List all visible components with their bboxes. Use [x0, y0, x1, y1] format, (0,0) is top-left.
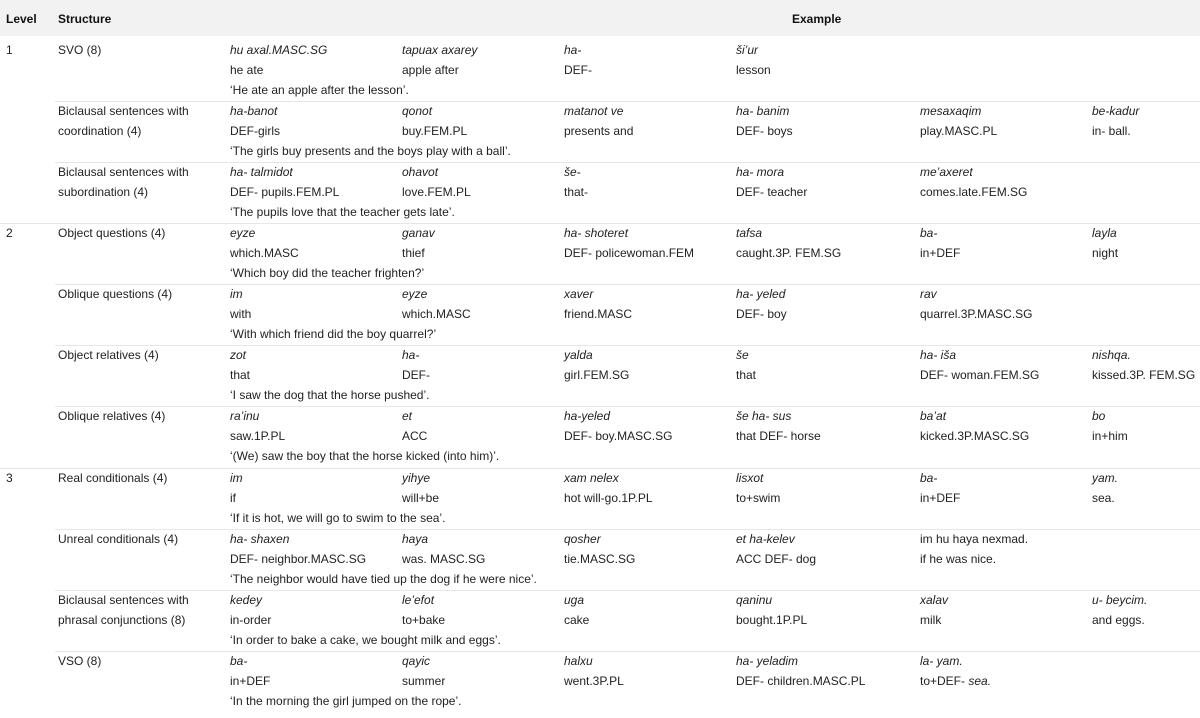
gloss-cell: DEF-: [402, 368, 430, 382]
structure-cell: [58, 651, 101, 671]
word-cell: ha-yeled: [564, 409, 611, 423]
gloss-cell: ACC: [402, 429, 428, 443]
word-cell: ši’ur: [736, 43, 759, 57]
gloss-cell: DEF- pupils.FEM.PL: [230, 185, 340, 199]
word-cell: še-: [564, 165, 581, 179]
gloss-cell: with: [230, 307, 252, 321]
word-cell: kedey: [230, 593, 263, 607]
gloss-cell: presents and: [564, 124, 634, 138]
word-cell: yalda: [564, 348, 593, 362]
word-cell: ha- yeled: [736, 287, 786, 301]
gloss-cell: love.FEM.PL: [402, 185, 471, 199]
word-cell: ha- mora: [736, 165, 785, 179]
gloss-cell: to+DEF- sea.: [920, 674, 992, 688]
row-divider: [55, 345, 1200, 346]
structure-line: Real conditionals (4): [58, 471, 168, 485]
row-divider: [55, 651, 1200, 652]
gloss-cell: lesson: [736, 63, 771, 77]
gloss-cell: summer: [402, 674, 446, 688]
structure-line: Object relatives (4): [58, 348, 159, 362]
structure-cell: [58, 223, 165, 243]
structure-line: Biclausal sentences with: [58, 593, 189, 607]
gloss-cell: ACC DEF- dog: [736, 552, 817, 566]
word-cell: ha- shoteret: [564, 226, 629, 240]
gloss-cell: cake: [564, 613, 590, 627]
word-cell: u- beycim.: [1092, 593, 1148, 607]
gloss-cell: that: [736, 368, 757, 382]
structure-line: SVO (8): [58, 43, 102, 57]
gloss-cell: and eggs.: [1092, 613, 1145, 627]
word-cell: uga: [564, 593, 585, 607]
word-cell: et: [402, 409, 413, 423]
word-cell: tapuax axarey: [402, 43, 478, 57]
word-cell: im: [230, 471, 243, 485]
word-cell: tafsa: [736, 226, 763, 240]
word-cell: im hu haya nexmad.: [920, 532, 1029, 546]
word-cell: xam nelex: [564, 471, 619, 485]
word-cell: lisxot: [736, 471, 764, 485]
word-cell: qosher: [564, 532, 601, 546]
structure-line: Oblique questions (4): [58, 287, 173, 301]
translation-cell: ‘With which friend did the boy quarrel?’: [230, 327, 437, 341]
word-cell: ra’inu: [230, 409, 260, 423]
gloss-cell: DEF- boy: [736, 307, 787, 321]
structure-line: Object questions (4): [58, 226, 166, 240]
gloss-cell: that-: [564, 185, 589, 199]
header-level: Level: [6, 12, 37, 26]
row-divider: [55, 590, 1200, 591]
row-divider: [0, 468, 1200, 469]
word-cell: ha-: [402, 348, 420, 362]
translation-cell: ‘He ate an apple after the lesson’.: [230, 83, 409, 97]
gloss-cell: comes.late.FEM.SG: [920, 185, 1028, 199]
gloss-cell: went.3P.PL: [564, 674, 624, 688]
gloss-cell: play.MASC.PL: [920, 124, 998, 138]
gloss-cell: night: [1092, 246, 1119, 260]
structure-cell: [58, 406, 165, 426]
gloss-cell: DEF-: [564, 63, 592, 77]
word-cell: ha- talmidot: [230, 165, 293, 179]
gloss-cell: quarrel.3P.MASC.SG: [920, 307, 1033, 321]
gloss-cell: girl.FEM.SG: [564, 368, 630, 382]
word-cell: rav: [920, 287, 937, 301]
gloss-italic-tail: sea.: [968, 674, 992, 688]
gloss-cell: in+him: [1092, 429, 1128, 443]
gloss-cell: that DEF- horse: [736, 429, 821, 443]
gloss-cell: if: [230, 491, 236, 505]
translation-cell: ‘In the morning the girl jumped on the rope’.: [230, 694, 462, 708]
gloss-cell: DEF- woman.FEM.SG: [920, 368, 1040, 382]
word-cell: ha- yeladim: [736, 654, 799, 668]
translation-cell: ‘In order to bake a cake, we bought milk and eggs’.: [230, 633, 501, 647]
word-cell: xaver: [564, 287, 594, 301]
structure-line: subordination (4): [58, 185, 149, 199]
structure-cell: [58, 590, 189, 630]
gloss-cell: he ate: [230, 63, 264, 77]
translation-cell: ‘(We) saw the boy that the horse kicked (into him)’.: [230, 449, 500, 463]
gloss-cell: in+DEF: [920, 246, 961, 260]
gloss-cell: kicked.3P.MASC.SG: [920, 429, 1030, 443]
word-cell: halxu: [564, 654, 593, 668]
gloss-cell: friend.MASC: [564, 307, 633, 321]
gloss-cell: in+DEF: [920, 491, 961, 505]
gloss-cell: DEF- teacher: [736, 185, 808, 199]
row-divider: [55, 529, 1200, 530]
structure-cell: [58, 345, 159, 365]
gloss-cell: kissed.3P. FEM.SG: [1092, 368, 1196, 382]
word-cell: qonot: [402, 104, 433, 118]
word-cell: ba’at: [920, 409, 947, 423]
translation-cell: ‘I saw the dog that the horse pushed’.: [230, 388, 430, 402]
word-cell: še: [736, 348, 749, 362]
gloss-cell: sea.: [1092, 491, 1115, 505]
word-cell: qaninu: [736, 593, 773, 607]
word-cell: ohavot: [402, 165, 439, 179]
structure-cell: [58, 162, 189, 202]
table-header: [0, 0, 1200, 36]
gloss-cell: DEF-girls: [230, 124, 280, 138]
word-cell: eyze: [402, 287, 428, 301]
word-cell: eyze: [230, 226, 256, 240]
row-divider: [0, 223, 1200, 224]
word-cell: me’axeret: [920, 165, 973, 179]
word-cell: yam.: [1092, 471, 1119, 485]
structure-cell: [58, 468, 167, 488]
word-cell: be-kadur: [1092, 104, 1140, 118]
gloss-cell: thief: [402, 246, 425, 260]
gloss-cell: milk: [920, 613, 942, 627]
word-cell: ha-: [564, 43, 582, 57]
gloss-cell: bought.1P.PL: [736, 613, 808, 627]
word-cell: matanot ve: [564, 104, 624, 118]
gloss-cell: DEF- neighbor.MASC.SG: [230, 552, 367, 566]
word-cell: nishqa.: [1092, 348, 1131, 362]
structure-line: coordination (4): [58, 124, 142, 138]
gloss-cell: to+swim: [736, 491, 781, 505]
structure-line: Biclausal sentences with: [58, 165, 189, 179]
word-cell: mesaxaqim: [920, 104, 982, 118]
gloss-cell: if he was nice.: [920, 552, 997, 566]
word-cell: et ha-kelev: [736, 532, 795, 546]
word-cell: qayic: [402, 654, 431, 668]
translation-cell: ‘The girls buy presents and the boys play with a ball’.: [230, 144, 511, 158]
gloss-cell: in-order: [230, 613, 272, 627]
gloss-cell: in- ball.: [1092, 124, 1131, 138]
translation-cell: ‘If it is hot, we will go to swim to the sea’.: [230, 511, 446, 525]
structure-cell: [58, 40, 101, 60]
structure-line: Oblique relatives (4): [58, 409, 166, 423]
gloss-cell: DEF- policewoman.FEM: [564, 246, 695, 260]
word-cell: ha- iša: [920, 348, 957, 362]
structure-line: phrasal conjunctions (8): [58, 613, 186, 627]
word-cell: haya: [402, 532, 429, 546]
row-divider: [55, 406, 1200, 407]
level-cell: 2: [6, 226, 13, 240]
word-cell: ganav: [402, 226, 435, 240]
gloss-cell: saw.1P.PL: [230, 429, 286, 443]
word-cell: zot: [230, 348, 247, 362]
row-divider: [55, 162, 1200, 163]
gloss-cell: buy.FEM.PL: [402, 124, 468, 138]
structure-cell: [58, 101, 189, 141]
word-cell: layla: [1092, 226, 1117, 240]
word-cell: ha-banot: [230, 104, 278, 118]
gloss-cell: tie.MASC.SG: [564, 552, 636, 566]
word-cell: še ha- sus: [736, 409, 792, 423]
gloss-cell: was. MASC.SG: [402, 552, 486, 566]
structure-cell: [58, 529, 178, 549]
structure-line: Biclausal sentences with: [58, 104, 189, 118]
gloss-cell: DEF- boys: [736, 124, 793, 138]
structure-line: VSO (8): [58, 654, 102, 668]
gloss-cell: that: [230, 368, 251, 382]
structure-line: Unreal conditionals (4): [58, 532, 179, 546]
structure-cell: [58, 284, 172, 304]
word-cell: ba-: [920, 226, 938, 240]
gloss-cell: in+DEF: [230, 674, 271, 688]
header-example: Example: [792, 12, 842, 26]
translation-cell: ‘The neighbor would have tied up the dog if he were nice’.: [230, 572, 537, 586]
word-cell: ha- banim: [736, 104, 790, 118]
translation-cell: ‘Which boy did the teacher frighten?’: [230, 266, 425, 280]
word-cell: im: [230, 287, 243, 301]
word-cell: bo: [1092, 409, 1106, 423]
header-structure: Structure: [58, 12, 112, 26]
gloss-cell: which.MASC: [402, 307, 471, 321]
word-cell: la- yam.: [920, 654, 963, 668]
level-cell: 1: [6, 43, 13, 57]
gloss-cell: which.MASC: [230, 246, 299, 260]
row-divider: [55, 101, 1200, 102]
gloss-cell: will+be: [402, 491, 440, 505]
gloss-cell: caught.3P. FEM.SG: [736, 246, 842, 260]
level-cell: 3: [6, 471, 13, 485]
word-cell: yihye: [402, 471, 431, 485]
word-cell: hu axal.MASC.SG: [230, 43, 328, 57]
word-cell: ba-: [230, 654, 248, 668]
gloss-cell: apple after: [402, 63, 459, 77]
word-cell: xalav: [920, 593, 949, 607]
word-cell: ha- shaxen: [230, 532, 290, 546]
gloss-cell: to+bake: [402, 613, 446, 627]
gloss-cell: DEF- children.MASC.PL: [736, 674, 866, 688]
word-cell: le’efot: [402, 593, 435, 607]
translation-cell: ‘The pupils love that the teacher gets late’.: [230, 205, 455, 219]
word-cell: ba-: [920, 471, 938, 485]
row-divider: [55, 284, 1200, 285]
gloss-cell: hot will-go.1P.PL: [564, 491, 653, 505]
gloss-cell: DEF- boy.MASC.SG: [564, 429, 673, 443]
